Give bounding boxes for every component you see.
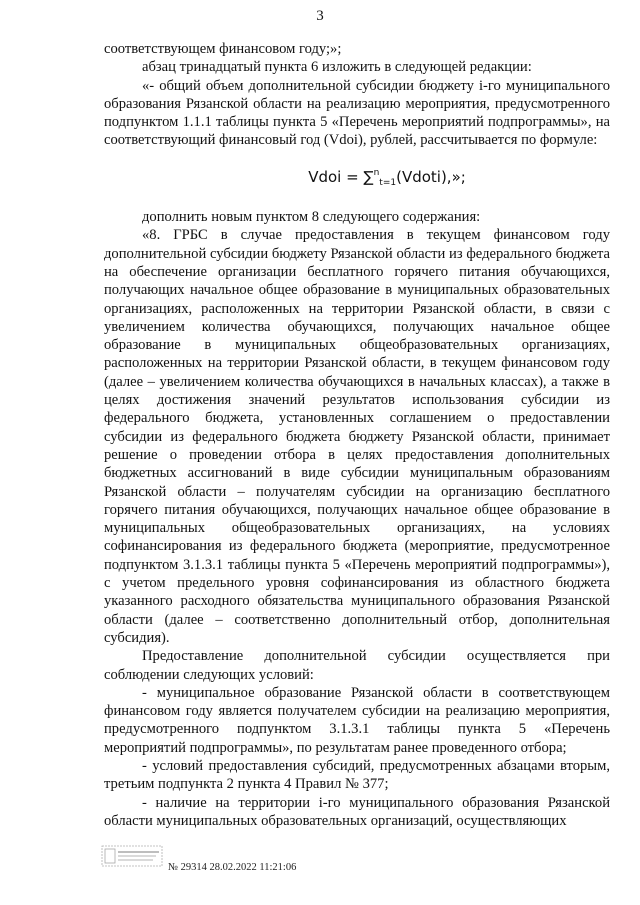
formula-sum-lower: t=1 <box>379 177 397 188</box>
page-number: 3 <box>316 8 324 24</box>
formula-rhs: (Vdoti),»; <box>396 167 466 186</box>
paragraph: дополнить новым пунктом 8 следующего содержания: <box>142 209 481 226</box>
paragraph: Предоставление дополнительной субсидии осуществляется при соблюдении следующих условий: <box>104 648 610 683</box>
formula-sum-upper: n <box>373 167 380 178</box>
formula <box>164 164 610 192</box>
paragraph: «- общий объем дополнительной субсидии бюджету i-го муниципального образования Рязанской области на реализацию мероприятия, предусмотренного подпунктом 1.1.1 таблицы пункта 5 «Перечень мероприятий подпрограммы», на соответствующий финансовый год (Vdoi), рублей, рассчитывается по формуле: <box>104 77 610 149</box>
paragraph: «8. ГРБС в случае предоставления в текущем финансовом году дополнительной субсидии бюджету Рязанской области из федерального бюджета на обеспечение организации бесплатного горячего питания обучающихся, получающих начальное общее образование в муниципальных образовательных организациях, расположенных на территории Рязанской области, в связи с увеличением количества обучающихся, получающих начальное общее образование в муниципальных общеобразовательных организациях, расположенных на территории Рязанской области, в текущем финансовом году (далее – увеличением количества обучающихся в начальных классах), а также в целях достижения значений результатов использования субсидии из федерального бюджета, установленных соглашением о предоставлении субсидии из федерального бюджета бюджету Рязанской области, принимает решение о проведении отбора в целях предоставления дополнительных бюджетных ассигнований в виде субсидии муниципальным образованиям Рязанской области – получателям субсидии на организацию бесплатного горячего питания обучающихся, получающих начальное общее образование в муниципальных общеобразовательных организациях, на условиях софинансирования из федерального бюджета (мероприятие, предусмотренное подпунктом 3.1.3.1 таблицы пункта 5 «Перечень мероприятий подпрограммы»), с учетом предельного уровня софинансирования из областного бюджета указанного расходного обязательства муниципального образования Рязанской области (далее – соответственно дополнительный отбор, дополнительная субсидия). <box>104 227 610 646</box>
paragraph: - наличие на территории i-го муниципального образования Рязанской области муниципальных образовательных организаций, осуществляющих <box>104 794 610 829</box>
formula-equals: = <box>346 167 359 186</box>
document-body <box>104 40 610 830</box>
paragraph: соответствующем финансовом году;»; <box>104 41 342 57</box>
paragraph: - условий предоставления субсидий, предусмотренных абзацами вторым, третьим подпункта 2 пункта 4 Правил № 377; <box>104 757 610 793</box>
paragraph: - муниципальное образование Рязанской области в соответствующем финансовом году является получателем субсидии на реализацию мероприятия, предусмотренного подпунктом 3.1.3.1 таблицы пункта 5 «Перечень мероприятий подпрограммы», по результатам ранее проведенного отбора; <box>104 684 610 756</box>
paragraph: абзац тринадцатый пункта 6 изложить в следующей редакции: <box>142 59 532 76</box>
document-reference: № 29314 28.02.2022 11:21:06 <box>168 862 297 873</box>
registration-stamp-icon <box>101 845 163 867</box>
formula-lhs: Vdoi <box>308 167 342 186</box>
formula-sum-symbol: ∑ <box>363 167 374 186</box>
